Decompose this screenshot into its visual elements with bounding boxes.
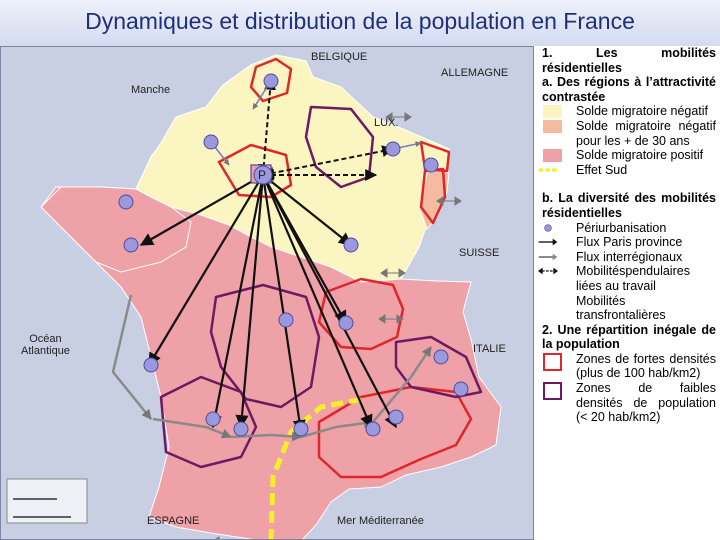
swatch-low-density [543, 382, 562, 400]
label-suisse: SUISSE [459, 247, 500, 259]
city-node [264, 74, 278, 88]
swatch-high-density [543, 353, 562, 371]
label-luxembourg: LUX. [374, 117, 399, 129]
label-espagne: ESPAGNE [147, 515, 200, 527]
legend-item-periurbanisation: Périurbanisation [538, 221, 716, 236]
city-node [366, 422, 380, 436]
swatch-negative [543, 105, 562, 118]
label-allemagne: ALLEMAGNE [441, 67, 509, 79]
legend-section-2: 2. Une répartition inégale de la population [542, 322, 716, 352]
map-frame [0, 46, 534, 540]
city-node [279, 313, 293, 327]
legend-item-low-density: Zones de faibles densités de population (< 20 hab/km2) [538, 381, 716, 425]
france-map [1, 47, 534, 540]
legend-section-1b: b. La diversité des mobilités résidentielles [542, 191, 716, 220]
city-node [144, 358, 158, 372]
city-node [434, 350, 448, 364]
city-node [234, 422, 248, 436]
city-node [206, 412, 220, 426]
legend-item-effet-sud: Effet Sud [538, 163, 716, 178]
city-node [386, 142, 400, 156]
label-manche: Manche [131, 84, 171, 96]
legend-item-paris-province: Flux Paris province [538, 235, 716, 250]
label-italie: ITALIE [473, 343, 506, 355]
city-node [294, 422, 308, 436]
swatch-negative-over30 [543, 120, 562, 133]
city-node [344, 238, 358, 252]
page-title: Dynamiques et distribution de la population en France [85, 8, 635, 34]
city-node [339, 316, 353, 330]
legend-item-negative: Solde migratoire négatif [538, 104, 716, 119]
city-node [424, 158, 438, 172]
legend-item-crossborder: Mobilités transfrontalières [576, 293, 666, 323]
scale-bar [7, 479, 87, 523]
legend-section-1: 1. Les mobilités résidentielles [542, 46, 716, 75]
legend-item-interregional: Flux interrégionaux [538, 250, 716, 265]
legend-item-high-density: Zones de fortes densités (plus de 100 hab/km2) [538, 352, 716, 381]
city-node [389, 410, 403, 424]
label-ocean-atlantique: Océan Atlantique [21, 333, 70, 357]
legend-item-positive: Solde migratoire positif [538, 148, 716, 163]
black-arrow-icon [538, 236, 558, 248]
dashed-yellow-line-icon [538, 164, 558, 176]
legend-item-commuting: Mobilitéspendulaires liées au travail [538, 264, 716, 293]
city-node [119, 195, 133, 209]
label-paris: P [258, 168, 267, 182]
crossborder-arrow [437, 197, 461, 205]
city-node [454, 382, 468, 396]
dashed-double-arrow-icon [538, 265, 558, 277]
label-belgique: BELGIQUE [311, 51, 368, 63]
periurbanisation-icon [538, 222, 558, 234]
legend-item-negative-over30: Solde migratoire négatif pour les + de 30 ans [538, 119, 716, 148]
label-mediterranee: Mer Méditerranée [337, 515, 424, 527]
legend-section-1a: a. Des régions à l’attractivité contrastée [542, 75, 716, 104]
city-node [204, 135, 218, 149]
legend [538, 46, 716, 540]
city-node [124, 238, 138, 252]
title-bar [0, 0, 720, 46]
swatch-positive [543, 149, 562, 162]
grey-arrow-icon [538, 251, 558, 263]
